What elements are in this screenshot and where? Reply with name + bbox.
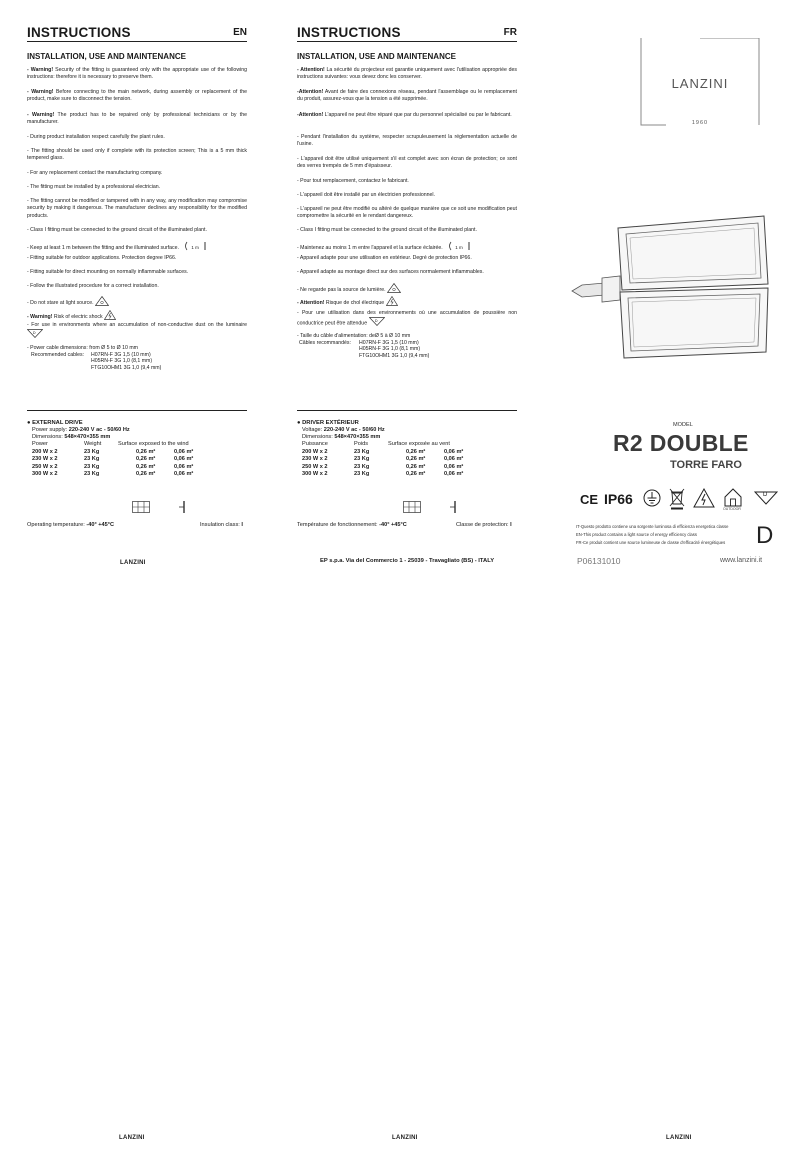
en-rule-14: - Do not stare at light source. (27, 296, 247, 309)
en-brand-footer: LANZINI (120, 560, 146, 566)
fr-op-temp: Température de fonctionnement: -40° +45°C (297, 522, 407, 528)
model-subtitle: TORRE FARO (670, 459, 742, 471)
dust-warning-letter: D (763, 492, 768, 498)
fr-warning-2: -Attention! Avant de faire des connexions réseau, pendant l'assemblage ou le remplacement du produit, assurez-vous que la tension a été supprimée. (297, 89, 517, 103)
en-side-view-icon (178, 500, 188, 518)
outdoor-label: OUTDOOR (723, 507, 741, 511)
certification-row (576, 487, 786, 513)
energy-en: EN-This product contains a light source of energy efficiency class (576, 532, 697, 538)
distance-icon-label: 1 m (455, 245, 463, 251)
ip-rating: IP66 (604, 491, 633, 507)
light-warning-icon (387, 283, 401, 296)
th-weight: Poids (354, 441, 368, 448)
th-surface: Surface exposée au vent (388, 441, 450, 448)
en-header (27, 26, 247, 42)
bullet-icon: ● (297, 420, 303, 426)
brand-year: 1960 (691, 120, 709, 126)
fr-wind-panel-icon (403, 500, 421, 518)
table-header (32, 441, 193, 449)
page-footer-1: LANZINI (119, 1135, 145, 1141)
th-surface: Surface exposed to the wind (118, 441, 189, 448)
fr-cable-label: - Taille du câble d'alimentation: deØ 5 à Ø 10 mm (297, 333, 411, 339)
table-row: 250 W x 2 23 Kg 0,26 m² 0,06 m² (32, 463, 194, 470)
fr-insulation: Classe de protection: I (456, 522, 512, 528)
en-dimensions-value: 548×470×355 mm (64, 434, 111, 440)
fr-rule-9: - Class I fitting must be connected to the ground circuit of the illuminated plant. (297, 227, 477, 233)
en-header-lang: EN (233, 27, 247, 38)
en-cable-rec-label: Recommended cables: (31, 351, 85, 358)
fr-header-title: INSTRUCTIONS (297, 25, 401, 40)
fr-rule-6: - Pour tout remplacement, contactez le fabricant. (297, 178, 409, 184)
energy-class: D (756, 522, 774, 549)
fr-rule-15: - Pour une utilisation dans des environnements où une accumulation de poussière non conductrice peut être attendue D (297, 310, 517, 330)
th-weight: Weight (84, 441, 102, 448)
svg-text:D: D (374, 319, 378, 324)
table-header (302, 441, 463, 449)
bullet-icon: ● (27, 420, 33, 426)
table-row: 230 W x 2 23 Kg 0,26 m² 0,06 m² (32, 456, 194, 463)
energy-text (576, 523, 756, 548)
outdoor-icon (723, 487, 743, 516)
high-voltage-icon (693, 488, 715, 513)
website: www.lanzini.it (720, 557, 763, 564)
en-warning-2: - Warning! Before connecting to the main network, during assembly or replacement of the product, make sure to disconnect the tension. (27, 89, 248, 103)
fr-power-supply-value: 220-240 V ac - 50/60 Hz (323, 427, 385, 433)
fr-rule-13: - Ne regarde pas la source de lumière. (297, 283, 517, 296)
en-drive-section (27, 420, 247, 479)
product-code: P06131010 (577, 556, 621, 566)
electric-shock-icon (386, 296, 398, 309)
en-rule-7: - The fitting must be installed by a professional electrician. (27, 184, 161, 190)
table-row: 300 W x 2 23 Kg 0,26 m² 0,06 m² (32, 471, 194, 478)
en-section-divider (27, 410, 247, 411)
en-rule-9: - Class I fitting must be connected to the ground circuit of the illuminated plant. (27, 227, 207, 233)
fr-power-supply-label: Voltage: (302, 427, 323, 433)
fr-section-title: INSTALLATION, USE AND MAINTENANCE (297, 52, 456, 61)
en-header-title: INSTRUCTIONS (27, 25, 131, 40)
fr-drive-section (297, 420, 517, 479)
weee-bin-icon (669, 488, 685, 515)
table-row: 200 W x 2 23 Kg 0,26 m² 0,06 m² (302, 448, 464, 455)
en-rule-10: - Keep at least 1 m between the fitting and the illuminated surface. 1 m (27, 241, 247, 254)
en-dimensions-label: Dimensions: (32, 434, 63, 440)
en-rule-5: - The fitting should be used only if complete with its protection screen; This is a 5 mm thick tempered glass. (27, 148, 247, 162)
model-name: R2 DOUBLE (613, 430, 749, 456)
energy-it: IT-Questo prodotto contiene una sorgente luminosa di efficienza energetica classe (576, 524, 729, 529)
page-footer-3: LANZINI (666, 1135, 692, 1141)
svg-text:D: D (33, 331, 36, 336)
en-section-title: INSTALLATION, USE AND MAINTENANCE (27, 52, 186, 61)
en-cable-1: H07RN-F 3G 1,5 (10 mm) (91, 351, 151, 358)
energy-fr: FR-Ce produit contient une source lumineuse de classe d'efficacité énergétiques (576, 540, 726, 546)
en-insulation: Insulation class: I (200, 522, 243, 528)
fr-warning-14: - Attention! Risque de chol électrique (297, 296, 517, 309)
fr-header-lang: FR (503, 27, 517, 38)
fr-spec-table (302, 441, 463, 479)
en-spec-table (32, 441, 193, 479)
en-warning-15: - Warning! Risk of electric shock (27, 310, 247, 323)
en-rule-12: - Fitting suitable for direct mounting on normally inflammable surfaces. (27, 269, 189, 275)
fr-cable-rec-label: Câbles recommandés: (299, 339, 351, 346)
en-power-supply-label: Power supply: (32, 427, 68, 433)
en-cable-2: H05RN-F 3G 1,0 (8,1 mm) (91, 358, 153, 365)
fr-side-view-icon (449, 500, 459, 518)
fr-drive-title: DRIVER EXTÉRIEUR (302, 420, 359, 426)
en-op-temp: Operating temperature: -40° +45°C (27, 522, 115, 528)
ce-mark: CE (580, 492, 599, 507)
fr-warning-1: - Attention! La sécurité du projecteur est garantie uniquement avec l'utilisation appropriée des instructions suivantes: vous devez donc les conserver. (297, 67, 517, 81)
table-row: 230 W x 2 23 Kg 0,26 m² 0,06 m² (302, 456, 464, 463)
en-rule-11: - Fitting suitable for outdoor applications. Protection degree IP66. (27, 255, 177, 261)
fr-rule-5: - L'appareil doit être utilisé uniquement s'il est complet avec son écran de protection; ce sont des verres trempés de 5 mm d'épaisseur. (297, 156, 517, 170)
fr-header (297, 26, 517, 42)
fr-dimensions-label: Dimensions: (302, 434, 333, 440)
en-cable-3: FTG10OHM1 3G 1,0 (9,4 mm) (91, 364, 162, 371)
en-power-supply-value: 220-240 V ac - 50/60 Hz (68, 427, 130, 433)
fr-rule-12: - Appareil adapte au montage direct sur des surfaces normalement inflammables. (297, 269, 484, 275)
model-label: MODEL (673, 422, 693, 428)
en-rule-6: - For any replacement contact the manufacturing company. (27, 170, 163, 176)
en-rule-4: - During product installation respect carefully the plant rules. (27, 134, 165, 140)
dust-warning-icon (27, 329, 43, 341)
en-rule-13: - Follow the illustrated procedure for a correct installation. (27, 283, 159, 289)
address: EP s.p.a. Via del Commercio 1 - 25039 - Travagliato (BS) - ITALY (320, 558, 495, 564)
table-row: 300 W x 2 23 Kg 0,26 m² 0,06 m² (302, 471, 464, 478)
th-power: Puissance (302, 441, 328, 448)
fr-rule-10: - Maintenez au moins 1 m entre l'appareil et la surface éclairée. 1 m (297, 241, 517, 254)
en-warning-3: - Warning! The product has to be repaired only by professional technicians or by the manufacturer. (27, 112, 247, 126)
en-drive-title: EXTERNAL DRIVE (32, 420, 83, 426)
table-row: 200 W x 2 23 Kg 0,26 m² 0,06 m² (32, 448, 194, 455)
fr-dimensions-value: 548×470×355 mm (334, 434, 381, 440)
th-power: Power (32, 441, 48, 448)
distance-icon-label: 1 m (191, 245, 199, 251)
fr-cable-2: H05RN-F 3G 1,0 (8,1 mm) (359, 346, 421, 353)
brand-name: LANZINI (671, 76, 729, 91)
en-cable-block (27, 345, 247, 371)
en-wind-panel-icon (132, 500, 150, 518)
fr-section-divider (297, 410, 517, 411)
table-row: 250 W x 2 23 Kg 0,26 m² 0,06 m² (302, 463, 464, 470)
en-rule-8: - The fitting cannot be modified or tampered with in any way, any modification may compromise security by making it dangerous. The manufacturer declines any responsibility for the modified products. (27, 198, 247, 219)
light-warning-icon (95, 296, 109, 309)
fr-rule-7: - L'appareil doit être installé par un électricien professionnel. (297, 192, 435, 198)
en-cable-label: - Power cable dimensions: from Ø 5 to Ø 10 mm (27, 345, 138, 351)
en-warning-1: - Warning! Security of the fitting is guaranteed only with the appropriate use of the following instructions: therefore it is necessary to preserve them. (27, 67, 247, 81)
page-footer-2: LANZINI (392, 1135, 418, 1141)
brand-logo (640, 38, 760, 126)
en-rule-16: - For use in environments where an accumulation of non-conductive dust on the luminaire D (27, 322, 247, 342)
fr-rule-11: - Appareil adapte pour une utilisation en extérieur. Degré de protection IP66. (297, 255, 472, 261)
fr-rule-4: - Pendant l'installation du système, respecter scrupuleusement la réglementation actuelle de l'usine. (297, 134, 517, 148)
fr-cable-3: FTG10OHM1 3G 1,0 (9,4 mm) (359, 352, 430, 359)
product-image (568, 212, 773, 367)
dust-warning-icon (369, 317, 385, 329)
ground-icon (643, 489, 661, 512)
fr-warning-3: -Attention! L'appareil ne peut être réparé que par du personnel spécialisé ou par le fabricant. (297, 112, 512, 118)
fr-cable-1: H07RN-F 3G 1,5 (10 mm) (359, 339, 419, 346)
fr-cable-block (297, 333, 517, 359)
fr-rule-8: - L'appareil ne peut être modifié ou altéré de quelque manière que ce soit une modification peut compromettre la sécurité en le rendant dangereux. (297, 206, 517, 220)
